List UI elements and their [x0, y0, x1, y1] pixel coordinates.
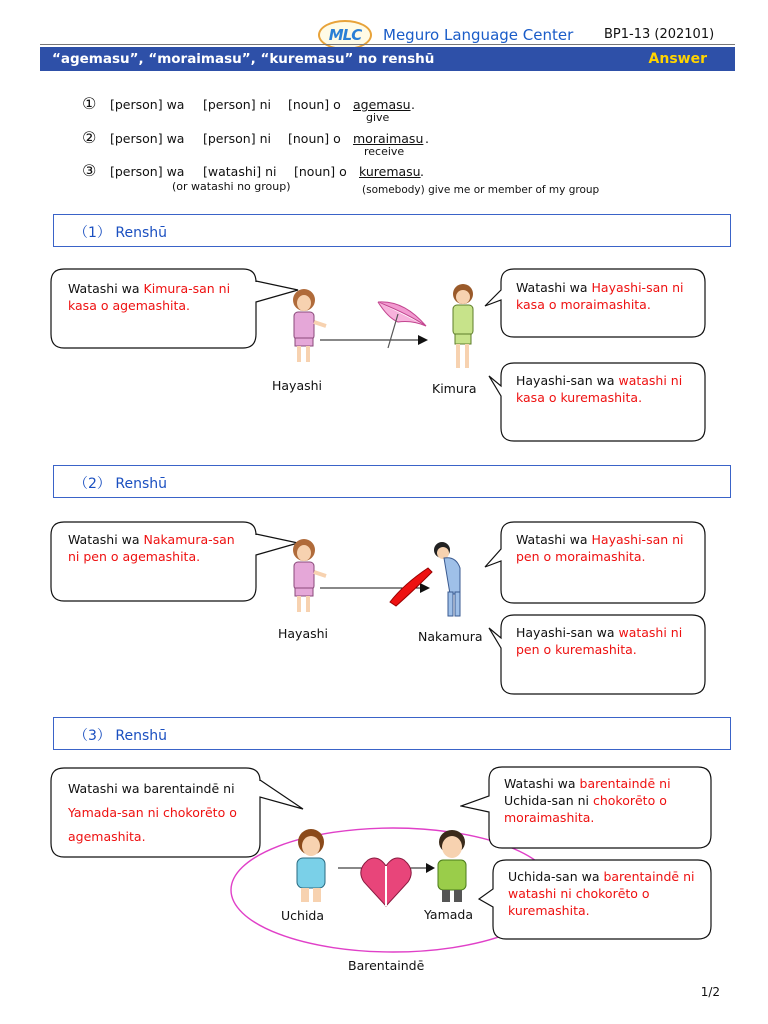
- bubble-text: Watashi wa Hayashi-san ni kasa o moraimashita.: [516, 280, 684, 312]
- bubble-3-left: [50, 767, 305, 859]
- bubble-2-left: [50, 521, 300, 603]
- bubble-text: Uchida-san wa barentaindē ni watashi ni chokorēto o kuremashita.: [508, 869, 695, 918]
- person-nakamura-figure: [430, 538, 474, 620]
- pattern-part: [person] wa: [110, 97, 185, 112]
- header-divider: [40, 44, 735, 45]
- giver-name: Uchida: [281, 908, 325, 923]
- pattern-part: [watashi] ni: [203, 164, 277, 179]
- pattern-number: ③: [82, 161, 97, 180]
- pattern-part: [person] ni: [203, 131, 271, 146]
- pattern-1: ① [person] wa [person] ni [noun] o agemasu . give: [82, 94, 415, 124]
- document-code: BP1-13 (202101): [604, 27, 715, 42]
- answer-label: Answer: [648, 51, 707, 67]
- pattern-part: [noun] o: [288, 97, 341, 112]
- section-heading-text: （3） Renshū: [74, 728, 167, 744]
- pattern-part: [person] wa: [110, 164, 185, 179]
- section-1-heading: [53, 214, 731, 247]
- pattern-part: [person] ni: [203, 97, 271, 112]
- school-name: Meguro Language Center: [383, 26, 574, 44]
- kuremasu-meaning: (somebody) give me or member of my group: [362, 184, 600, 196]
- chocolate-arrow-graphic: [336, 848, 436, 908]
- pattern-part: [noun] o: [294, 164, 347, 179]
- receiver-name: Kimura: [432, 381, 477, 396]
- bubble-2-right-bottom: [488, 614, 706, 695]
- bubble-text: Watashi wa Hayashi-san ni pen o moraimashita.: [516, 532, 684, 564]
- bubble-1-right-bottom: [488, 362, 706, 442]
- section-heading-text: （2） Renshū: [74, 476, 167, 492]
- bubble-3-right-top: [460, 766, 712, 849]
- pen-arrow-graphic: [318, 564, 438, 614]
- section-3-heading: [53, 717, 731, 750]
- logo-text: MLC: [328, 26, 362, 44]
- watashi-group-note: (or watashi no group): [172, 180, 291, 193]
- pattern-verb: agemasu: [353, 97, 411, 112]
- umbrella-arrow-graphic: [318, 296, 433, 356]
- pattern-3: ③ [person] wa [watashi] ni [noun] o kuremasu .: [82, 161, 424, 180]
- bubble-text: Watashi wa Kimura-san ni kasa o agemashita.: [68, 281, 231, 313]
- bubble-1-right-top: [484, 268, 706, 338]
- giver-name: Hayashi: [272, 378, 323, 393]
- pattern-verb: kuremasu: [359, 164, 421, 179]
- bubble-3-right-bottom: [478, 859, 712, 940]
- receiver-name: Nakamura: [418, 629, 483, 644]
- bubble-text: Watashi wa Nakamura-san ni pen o agemashita.: [68, 532, 235, 564]
- worksheet-title: “agemasu”, “moraimasu”, “kuremasu” no renshū: [52, 51, 435, 67]
- person-kimura-figure: [443, 282, 483, 374]
- section-heading-text: （1） Renshū: [74, 225, 167, 241]
- person-uchida-figure: [287, 828, 335, 904]
- bubble-text: Watashi wa barentaindē ni Uchida-san ni chokorēto o moraimashita.: [504, 776, 671, 825]
- page-number: 1/2: [700, 985, 720, 999]
- section-2-heading: [53, 465, 731, 498]
- pattern-number: ②: [82, 128, 97, 147]
- bubble-text: Hayashi-san wa watashi ni pen o kuremashita.: [516, 625, 683, 657]
- bubble-text: Watashi wa barentaindē ni Yamada-san ni chokorēto o agemashita.: [68, 781, 237, 844]
- mlc-logo: [318, 20, 372, 50]
- pattern-2: ② [person] wa [person] ni [noun] o moraimasu . receive: [82, 128, 429, 158]
- bubble-2-right-top: [484, 521, 706, 604]
- verb-gloss: give: [366, 111, 390, 124]
- bubble-1-left: [50, 268, 300, 350]
- receiver-name: Yamada: [424, 907, 474, 922]
- verb-gloss: receive: [364, 145, 405, 158]
- pattern-part: [person] wa: [110, 131, 185, 146]
- pattern-part: [noun] o: [288, 131, 341, 146]
- giver-name: Hayashi: [278, 626, 329, 641]
- group-label: Barentaindē: [348, 958, 425, 973]
- title-bar: [40, 47, 735, 71]
- bubble-text: Hayashi-san wa watashi ni kasa o kuremashita.: [516, 373, 683, 405]
- pattern-verb: moraimasu: [353, 131, 424, 146]
- pattern-number: ①: [82, 94, 97, 113]
